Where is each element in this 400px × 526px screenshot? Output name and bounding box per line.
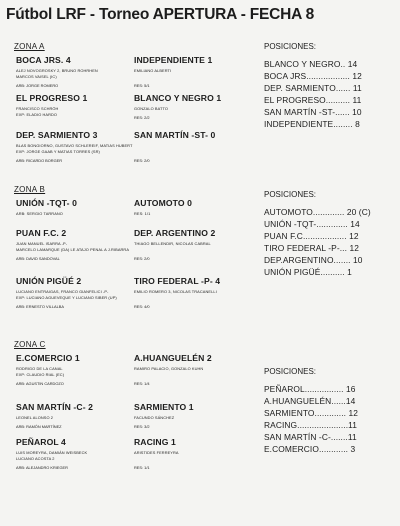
- standings-row: PEÑAROL................ 16: [264, 384, 356, 394]
- standings-row: UNIÓN -TQT-............. 14: [264, 219, 360, 230]
- home-scorers: MARCELO LAMARQUE (DA) LE ATAJO PENAL A J.RIBARRA: [16, 247, 130, 252]
- standings-row: DEP. SARMIENTO...... 11: [264, 83, 362, 94]
- home-team: DEP. SARMIENTO 3: [16, 130, 98, 140]
- home-side: [16, 55, 134, 88]
- standings-row: TIRO FEDERAL -P-... 12: [264, 243, 359, 254]
- standings-row: AUTOMOTO............. 20 (C): [264, 207, 371, 217]
- referee: ARB: RICARDO BORGER: [16, 158, 63, 163]
- home-scorers: LEONEL ALONSO 2: [16, 415, 54, 420]
- away-scorers: EMILIANO ALBERTI: [134, 68, 172, 73]
- reserve-result: RES: 2/0: [134, 158, 150, 163]
- standings-row: BLANCO Y NEGRO.. 14: [264, 59, 358, 69]
- standings-row: BOCA JRS.................. 12: [264, 71, 362, 82]
- standings-title: POSICIONES:: [264, 367, 317, 376]
- standings-row: DEP.ARGENTINO....... 10: [264, 255, 363, 266]
- referee: ARB: RAMÓN MARTÍNEZ: [16, 424, 62, 429]
- home-scorers: ALEJ NOVOGROSKY 2, BRUNO ROHRHEN: [16, 68, 98, 73]
- referee: ARB: ALEJANDRO KRIEGER: [16, 465, 68, 470]
- away-team: AUTOMOTO 0: [134, 198, 192, 208]
- away-team: RACING 1: [134, 437, 176, 447]
- home-scorers: MARCOS VAISEL (IC): [16, 74, 57, 79]
- home-scorers: BLAS BONGIORNO, GUSTAVO SCHLEREIF, MATIAS HUBERT: [16, 143, 133, 148]
- reserve-result: RES: 1/4: [134, 381, 150, 386]
- standings-row: A.HUANGUELÉN......14: [264, 396, 356, 407]
- referee: ARB: JORGE ROMERO: [16, 83, 59, 88]
- home-side: [16, 353, 134, 386]
- away-side: [134, 276, 254, 309]
- standings-title: POSICIONES:: [264, 190, 317, 199]
- reserve-result: RES: 5/1: [134, 83, 150, 88]
- away-team: SAN MARTÍN -ST- 0: [134, 130, 216, 140]
- home-scorers: LUCIANO ACOSTA 2: [16, 456, 55, 461]
- away-scorers: EMILIO ROMERO 3, NICOLAS TRACANELLI: [134, 289, 217, 294]
- match: [14, 55, 254, 93]
- referee: ARB: SERGIO TARRANO: [16, 211, 63, 216]
- zone-c: [14, 340, 254, 483]
- home-team: SAN MARTÍN -C- 2: [16, 402, 94, 412]
- standings-row: PUAN F.C.................. 12: [264, 231, 359, 242]
- zone-b: [14, 185, 254, 324]
- home-team: E.COMERCIO 1: [16, 353, 80, 363]
- standings-row: EL PROGRESO.......... 11: [264, 95, 362, 106]
- reserve-result: RES: 2/2: [134, 115, 150, 120]
- standings-row: SARMIENTO............. 12: [264, 408, 359, 419]
- match: [14, 130, 254, 175]
- home-side: [16, 198, 134, 217]
- referee: ARB: DAVID SANDOVAL: [16, 256, 60, 261]
- away-team: SARMIENTO 1: [134, 402, 194, 412]
- reserve-result: RES: 1/1: [134, 465, 150, 470]
- standings-zone-a: [264, 42, 394, 131]
- referee: ARB: ERNESTO VILLALBA: [16, 304, 64, 309]
- home-team: BOCA JRS. 4: [16, 55, 71, 65]
- match: [14, 437, 254, 483]
- home-team: UNIÓN PIGÜÉ 2: [16, 276, 82, 286]
- match: [14, 93, 254, 130]
- zone-label: ZONA B: [14, 185, 46, 194]
- away-side: [134, 402, 254, 429]
- home-scorers: EXP: CLAUDIO RIAL (EC): [16, 372, 65, 377]
- home-side: [16, 437, 134, 470]
- reserve-result: RES: 3/2: [134, 424, 150, 429]
- home-scorers: LUCIANO ENTRAIGAS, FRANCO GIANFELICI -P-: [16, 289, 109, 294]
- away-team: BLANCO Y NEGRO 1: [134, 93, 222, 103]
- reserve-result: RES: 1/1: [134, 211, 151, 216]
- home-side: [16, 276, 134, 309]
- away-team: DEP. ARGENTINO 2: [134, 228, 216, 238]
- standings-row: SAN MARTÍN -C-.......11: [264, 432, 357, 443]
- match: [14, 228, 254, 276]
- home-scorers: EXP: JORGE GAAB Y MATIAS TORRES (SR): [16, 149, 100, 154]
- away-team: INDEPENDIENTE 1: [134, 55, 213, 65]
- away-side: [134, 228, 254, 261]
- away-team: A.HUANGUELÉN 2: [134, 353, 212, 363]
- home-scorers: EXP: LUCIANO AGUEVEQUE Y LUCIANO SIBER (UP): [16, 295, 117, 300]
- standings-row: E.COMERCIO............ 3: [264, 444, 356, 455]
- home-scorers: JUAN MANUEL ISARRA -P-: [16, 241, 68, 246]
- away-scorers: GONZALO BATTO: [134, 106, 169, 111]
- home-scorers: EXP: ELADIO HARDO: [16, 112, 58, 117]
- away-scorers: ARISTIDES FERREYRA: [134, 450, 179, 455]
- away-scorers: RAMIRO PALACIO, GONZALO KUHN: [134, 366, 204, 371]
- home-team: UNIÓN -TQT- 0: [16, 198, 77, 208]
- standings-title: POSICIONES:: [264, 42, 317, 51]
- home-side: [16, 130, 134, 163]
- away-scorers: FACUNDO SÁNCHEZ: [134, 415, 175, 420]
- away-side: [134, 130, 254, 163]
- home-side: [16, 228, 134, 261]
- zone-a: [14, 42, 254, 175]
- match: [14, 198, 254, 228]
- away-team: TIRO FEDERAL -P- 4: [134, 276, 221, 286]
- home-scorers: LUIS MOREYRA, DAMIÁN WEISBECK: [16, 450, 88, 455]
- away-side: [134, 93, 254, 120]
- match: [14, 276, 254, 324]
- standings-row: SAN MARTÍN -ST-...... 10: [264, 107, 362, 118]
- reserve-result: RES: 2/0: [134, 256, 150, 261]
- match: [14, 402, 254, 437]
- standings-zone-c: [264, 367, 394, 456]
- zone-label: ZONA C: [14, 340, 46, 349]
- standings-row: UNIÓN PIGÜÉ.......... 1: [264, 267, 352, 278]
- away-scorers: THIAGO BELLENDIR, NICOLAS CABRAL: [134, 241, 211, 246]
- standings-row: INDEPENDIENTE........ 8: [264, 119, 360, 130]
- away-side: [134, 437, 254, 470]
- away-side: [134, 55, 254, 88]
- home-team: PEÑAROL 4: [16, 437, 66, 447]
- home-side: [16, 402, 134, 429]
- match: [14, 353, 254, 402]
- page-title: Fútbol LRF - Torneo APERTURA - FECHA 8: [6, 6, 315, 23]
- home-scorers: RODRIGO DE LA CANAL: [16, 366, 63, 371]
- referee: ARB: AGUSTIN CARDOZO: [16, 381, 64, 386]
- home-side: [16, 93, 134, 118]
- zone-label: ZONA A: [14, 42, 45, 51]
- standings-zone-b: [264, 190, 394, 279]
- reserve-result: RES: 4/0: [134, 304, 150, 309]
- away-side: [134, 353, 254, 386]
- standings-row: RACING.....................11: [264, 420, 358, 431]
- home-team: EL PROGRESO 1: [16, 93, 88, 103]
- away-side: [134, 198, 254, 217]
- home-scorers: FRANCISCO SCHRÖH: [16, 106, 59, 111]
- home-team: PUAN F.C. 2: [16, 228, 67, 238]
